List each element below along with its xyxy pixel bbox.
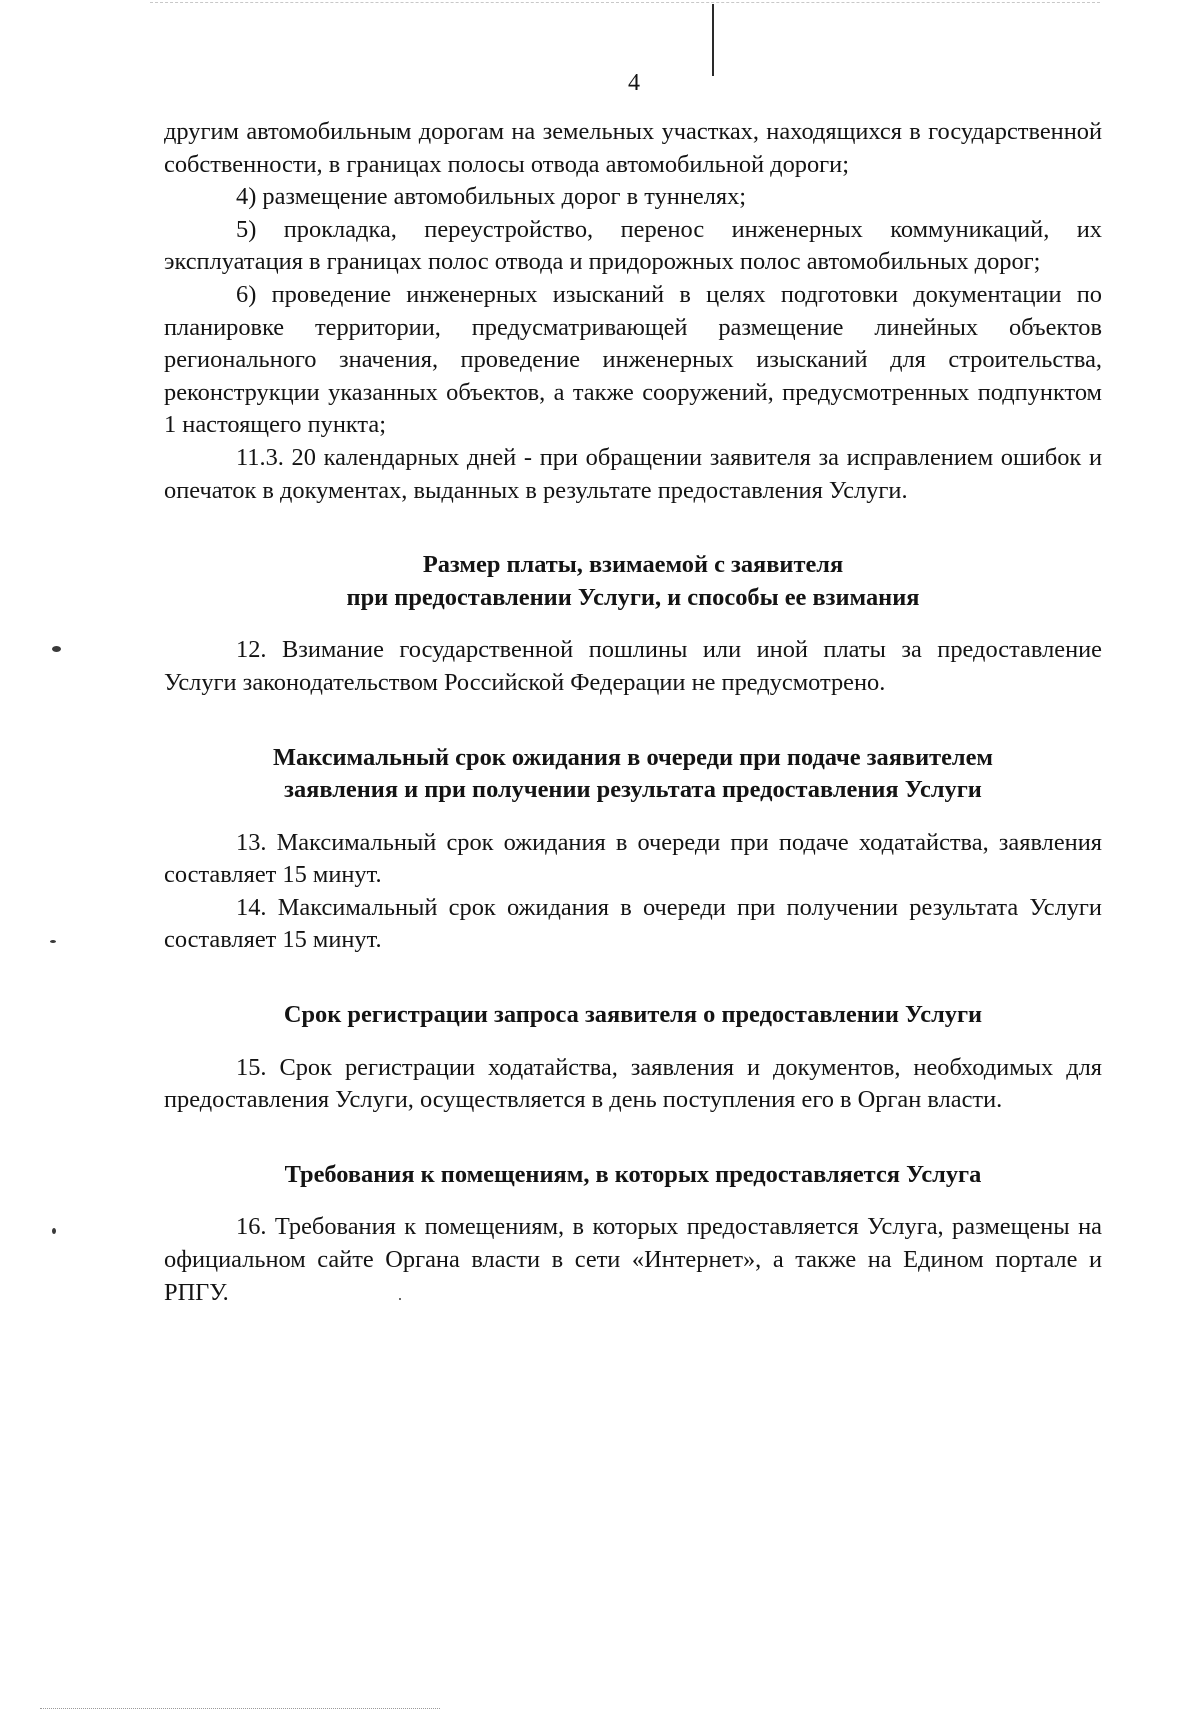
- paragraph: 6) проведение инженерных изысканий в целях подготовки документации по планировке территории, предусматривающей размещение линейных объектов регионального значения, проведение инженерных изысканий для строительства, реконструкции указанных объектов, а также сооружений, предусмотренных подпунктом 1 настоящего пункта;: [164, 280, 1102, 439]
- heading-line: при предоставлении Услуги, и способы ее взимания: [346, 583, 920, 611]
- paragraph: 12. Взимание государственной пошлины или иной платы за предоставление Услуги законодательством Российской Федерации не предусмотрено.: [164, 636, 1102, 696]
- paragraph: 14. Максимальный срок ожидания в очереди при получении результата Услуги составляет 15 минут.: [164, 893, 1102, 954]
- bottom-scan-noise: [40, 1708, 440, 1711]
- paragraph: 13. Максимальный срок ожидания в очереди при подаче ходатайства, заявления составляет 15 минут.: [164, 828, 1102, 889]
- document-body: [164, 116, 1102, 1309]
- scan-speck: [50, 940, 56, 943]
- paragraph: другим автомобильным дорогам на земельных участках, находящихся в государственной собственности, в границах полосы отвода автомобильной дороги;: [164, 118, 1102, 178]
- paragraph: 15. Срок регистрации ходатайства, заявления и документов, необходимых для предоставления Услуги, осуществляется в день поступления его в Орган власти.: [164, 1053, 1102, 1114]
- paragraph: 11.3. 20 календарных дней - при обращении заявителя за исправлением ошибок и опечаток в документах, выданных в результате предоставления Услуги.: [164, 443, 1102, 504]
- page-number: 4: [628, 70, 640, 96]
- heading-line: Срок регистрации запроса заявителя о предоставлении Услуги: [283, 1001, 983, 1029]
- heading-line: Максимальный срок ожидания в очереди при подаче заявителем: [272, 743, 994, 771]
- heading-line: Требования к помещениям, в которых предоставляется Услуга: [284, 1160, 982, 1188]
- paragraph: 4) размещение автомобильных дорог в туннелях;: [236, 183, 747, 211]
- binding-mark: [712, 4, 714, 76]
- heading-line: заявления и при получении результата предоставления Услуги: [284, 776, 982, 804]
- paragraph: 5) прокладка, переустройство, перенос инженерных коммуникаций, их эксплуатация в границах полос отвода и придорожных полос автомобильных дорог;: [164, 215, 1102, 276]
- section-heading-premises: [164, 1159, 1102, 1192]
- heading-line: Размер платы, взимаемой с заявителя: [422, 551, 844, 579]
- section-heading-fee: [164, 549, 1102, 614]
- section-heading-queue: [164, 742, 1102, 807]
- scan-speck: [52, 1228, 56, 1234]
- scan-speck: [52, 646, 61, 652]
- top-edge-rule: [150, 2, 1100, 4]
- paragraph: 16. Требования к помещениям, в которых предоставляется Услуга, размещены на официальном сайте Органа власти в сети «Интернет», а также на Едином портале и РПГУ.: [164, 1213, 1102, 1306]
- section-heading-registration: [164, 999, 1102, 1032]
